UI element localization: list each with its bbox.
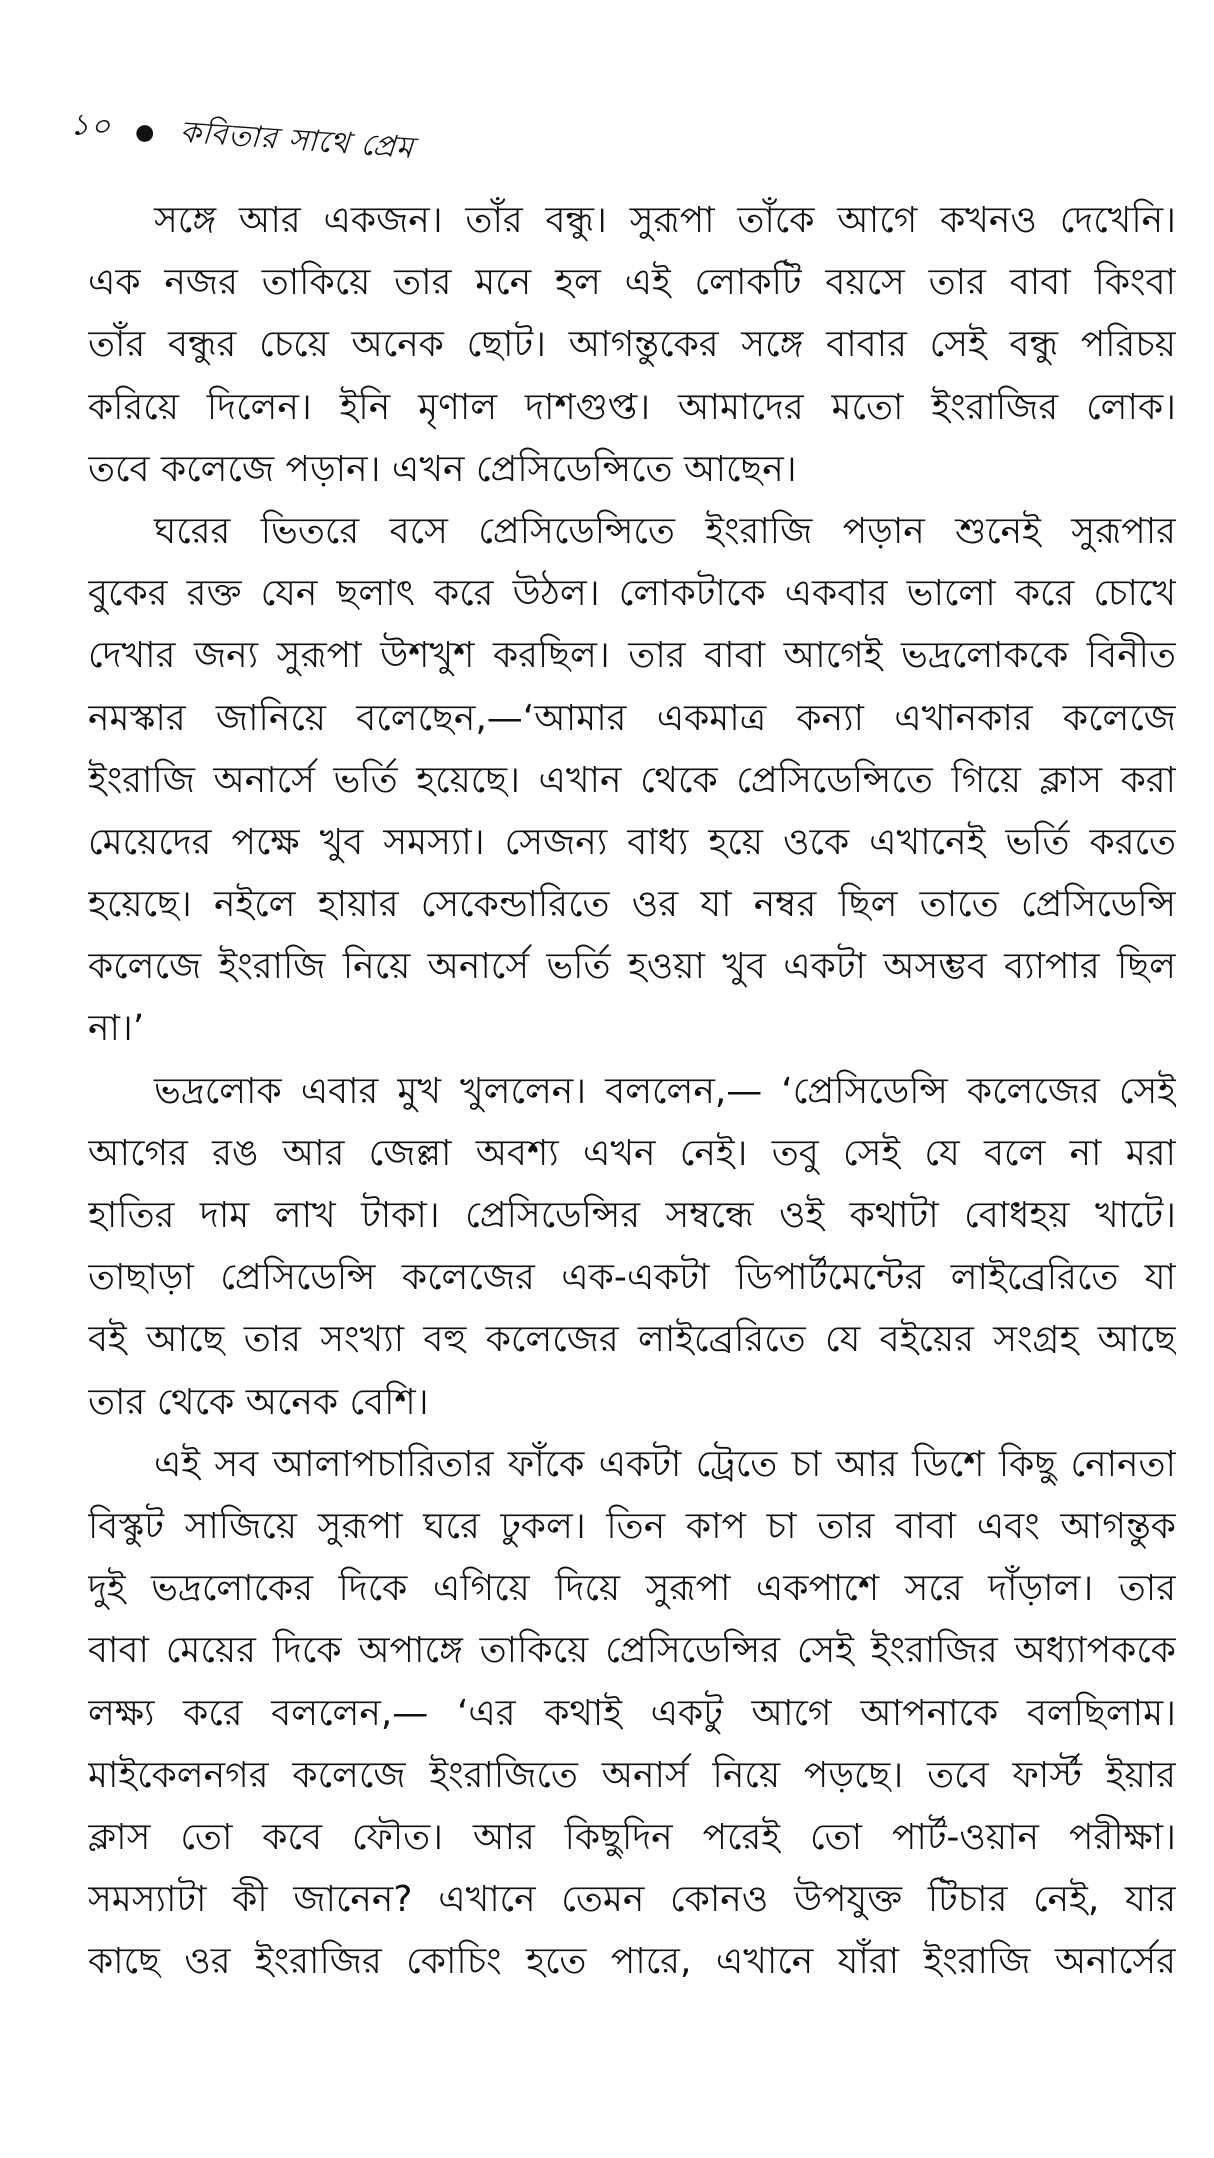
text-line: হাতির দাম লাখ টাকা। প্রেসিডেন্সির সম্বন্ধে ওই কথাটা বোধহয় খাটে। xyxy=(88,1195,1176,1236)
text-line: ঘরের ভিতরে বসে প্রেসিডেন্সিতে ইংরাজি পড়ান শুনেই সুরূপার xyxy=(154,510,1176,552)
text-line: তবে কলেজে পড়ান। এখন প্রেসিডেন্সিতে আছেন। xyxy=(88,448,797,490)
text-line: লক্ষ্য করে বললেন,— ‘এর কথাই একটু আগে আপনাকে বলছিলাম। xyxy=(88,1692,1176,1734)
text-line: দুই ভদ্রলোকের দিকে এগিয়ে দিয়ে সুরূপা একপাশে সরে দাঁড়াল। তার xyxy=(88,1568,1176,1610)
text-line: নমস্কার জানিয়ে বলেছেন,—‘আমার একমাত্র কন্যা এখানকার কলেজে xyxy=(88,697,1176,739)
text-line: সঙ্গে আর একজন। তাঁর বন্ধু। সুরূপা তাঁকে আগে কখনও দেখেনি। xyxy=(154,200,1176,241)
body-text xyxy=(88,190,1176,1993)
text-line: ক্লাস তো কবে ফৌত। আর কিছুদিন পরেই তো পার্ট-ওয়ান পরীক্ষা। xyxy=(88,1816,1176,1858)
text-line: ইংরাজি অনার্সে ভর্তি হয়েছে। এখান থেকে প্রেসিডেন্সিতে গিয়ে ক্লাস করা xyxy=(88,759,1176,801)
text-line: এক নজর তাকিয়ে তার মনে হল এই লোকটি বয়সে তার বাবা কিংবা xyxy=(88,262,1176,304)
page-number: ১০ xyxy=(68,107,113,145)
text-line: বই আছে তার সংখ্যা বহু কলেজের লাইব্রেরিতে যে বইয়ের সংগ্রহ আছে xyxy=(88,1319,1176,1361)
bullet-separator-icon: ● xyxy=(134,119,157,146)
text-line: ভদ্রলোক এবার মুখ খুললেন। বললেন,— ‘প্রেসিডেন্সি কলেজের সেই xyxy=(154,1070,1176,1112)
text-line: না।’ xyxy=(88,1008,145,1050)
text-line: আগের রঙ আর জেল্লা অবশ্য এখন নেই। তবু সেই যে বলে না মরা xyxy=(88,1132,1176,1174)
text-line: কাছে ওর ইংরাজির কোচিং হতে পারে, এখানে যাঁরা ইংরাজি অনার্সের xyxy=(88,1941,1176,1983)
text-line: তার থেকে অনেক বেশি। xyxy=(88,1381,429,1423)
text-line: বিস্কুট সাজিয়ে সুরূপা ঘরে ঢুকল। তিন কাপ চা তার বাবা এবং আগন্তুক xyxy=(88,1505,1176,1547)
text-line: করিয়ে দিলেন। ইনি মৃণাল দাশগুপ্ত। আমাদের মতো ইংরাজির লোক। xyxy=(88,386,1176,428)
text-line: তাছাড়া প্রেসিডেন্সি কলেজের এক-একটা ডিপার্টমেন্টের লাইব্রেরিতে যা xyxy=(88,1257,1176,1299)
text-line: সমস্যাটা কী জানেন? এখানে তেমন কোনও উপযুক্ত টিচার নেই, যার xyxy=(88,1879,1176,1921)
text-line: তাঁর বন্ধুর চেয়ে অনেক ছোট। আগন্তুকের সঙ্গে বাবার সেই বন্ধু পরিচয় xyxy=(88,324,1176,366)
text-line: মাইকেলনগর কলেজে ইংরাজিতে অনার্স নিয়ে পড়ছে। তবে ফার্স্ট ইয়ার xyxy=(88,1754,1176,1796)
text-line: দেখার জন্য সুরূপা উশখুশ করছিল। তার বাবা আগেই ভদ্রলোককে বিনীত xyxy=(88,635,1176,677)
text-line: হয়েছে। নইলে হায়ার সেকেন্ডারিতে ওর যা নম্বর ছিল তাতে প্রেসিডেন্সি xyxy=(88,884,1176,926)
text-line: মেয়েদের পক্ষে খুব সমস্যা। সেজন্য বাধ্য হয়ে ওকে এখানেই ভর্তি করতে xyxy=(88,821,1176,863)
text-line: এই সব আলাপচারিতার ফাঁকে একটা ট্রেতে চা আর ডিশে কিছু নোনতা xyxy=(154,1443,1176,1485)
text-line: কলেজে ইংরাজি নিয়ে অনার্সে ভর্তি হওয়া খুব একটা অসম্ভব ব্যাপার ছিল xyxy=(88,946,1176,988)
text-line: বাবা মেয়ের দিকে অপাঙ্গে তাকিয়ে প্রেসিডেন্সির সেই ইংরাজির অধ্যাপককে xyxy=(88,1630,1176,1672)
running-title: কবিতার সাথে প্রেম xyxy=(178,114,416,166)
text-line: বুকের রক্ত যেন ছলাৎ করে উঠল। লোকটাকে একবার ভালো করে চোখে xyxy=(88,573,1176,615)
running-header xyxy=(68,100,415,175)
